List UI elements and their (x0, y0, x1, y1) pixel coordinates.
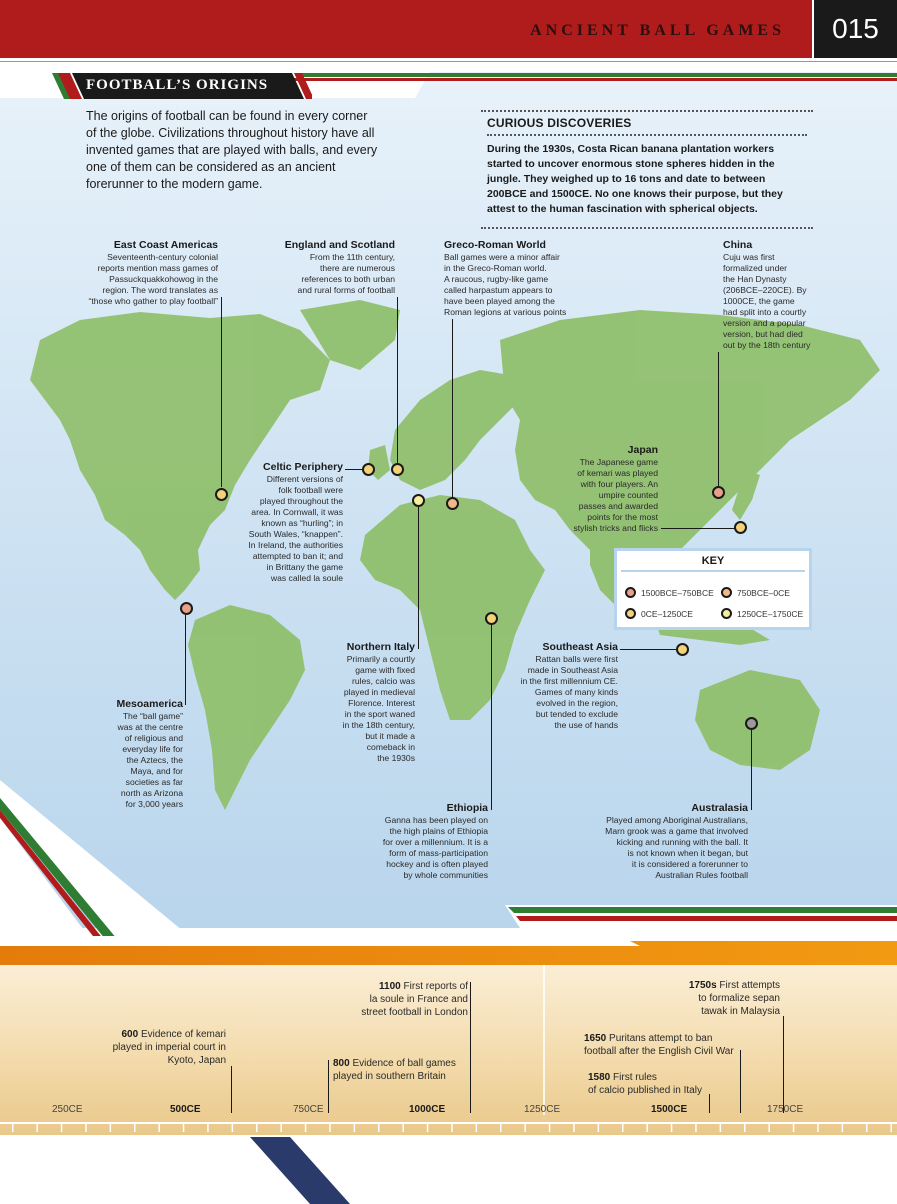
event-600 (90, 1028, 226, 1067)
east-coast-title: East Coast Americas (113, 239, 218, 251)
marker-east-coast (215, 488, 228, 501)
event-800 (333, 1057, 503, 1083)
event-line (709, 1094, 710, 1113)
axis-tick (232, 1124, 234, 1132)
axis-tick (768, 1124, 770, 1132)
event-line (328, 1060, 329, 1113)
greco-body: Ball games were a minor affair in the Greco-Roman world. A raucous, rugby-like game called harpastum appears to have been played among the Roman legions at various points (444, 252, 567, 317)
meso-body: The “ball game” was at the centre of religious and everyday life for the Aztecs, the Maya, and for societies as far north as Arizona for 3,000 years (117, 711, 183, 809)
key-label: 1250CE–1750CE (737, 608, 804, 619)
axis-tick (36, 1124, 38, 1132)
axis-tick (646, 1124, 648, 1132)
label-seasia (513, 641, 618, 731)
axis-tick (622, 1124, 624, 1132)
curious-title: CURIOUS DISCOVERIES (487, 116, 807, 136)
label-italy (335, 641, 415, 764)
event-1580 (588, 1071, 712, 1097)
leader-meso (185, 615, 186, 705)
axis-tick (451, 1124, 453, 1132)
axis-tick (378, 1124, 380, 1132)
leader-italy (418, 507, 419, 649)
axis-tick (427, 1124, 429, 1132)
event-year: 600 (121, 1029, 139, 1040)
marker-seasia (676, 643, 689, 656)
celtic-title: Celtic Periphery (263, 461, 343, 473)
event-year: 1650 (584, 1033, 607, 1044)
europe-shape (390, 370, 520, 490)
marker-greco (446, 497, 459, 510)
leader-seasia (620, 649, 678, 650)
event-text: Puritans attempt to ban football after the English Civil War (584, 1033, 734, 1057)
event-line (783, 1016, 784, 1113)
key-item (625, 587, 714, 598)
event-text: Evidence of ball games played in southern Britain (333, 1058, 456, 1082)
event-text: First attempts to formalize sepan tawak in Malaysia (698, 980, 780, 1017)
axis-label-250: 250CE (52, 1104, 83, 1115)
key-item (625, 608, 693, 619)
bottom-decor (0, 1137, 897, 1204)
australasia-body: Played among Aboriginal Australians, Marn grook was a game that involved kicking and running with the ball. It is not known when it began, but it is considered a forerunner to Australian Rules football (605, 815, 748, 880)
label-japan (548, 444, 658, 534)
key-title: KEY (621, 551, 805, 572)
axis-tick (134, 1124, 136, 1132)
italy-title: Northern Italy (346, 641, 415, 653)
axis-tick (207, 1124, 209, 1132)
marker-celtic (362, 463, 375, 476)
japan-body: The Japanese game of kemari was played with four players. An umpire counted passes and awarded points for the most stylish tricks and flicks (573, 457, 658, 533)
header-rule (0, 58, 897, 62)
section-title: ANCIENT BALL GAMES (530, 22, 785, 39)
axis-tick (720, 1124, 722, 1132)
event-year: 1580 (588, 1072, 611, 1083)
event-line (740, 1050, 741, 1113)
curious-text: During the 1930s, Costa Rican banana plantation workers started to uncover enormous stone spheres hidden in the jungle. They weighed up to 16 tons and date to between 200BCE and 1500CE. No one knows their purpose, but they attest to the human fascination with spherical objects. (487, 143, 783, 215)
event-1650 (584, 1032, 744, 1058)
axis-label-1250: 1250CE (524, 1104, 561, 1115)
marker-italy (412, 494, 425, 507)
marker-england (391, 463, 404, 476)
axis-tick (793, 1124, 795, 1132)
key-swatch (721, 587, 732, 598)
event-1750 (660, 979, 780, 1018)
celtic-body: Different versions of folk football were played throughout the area. In Cornwall, it was known as “hurling”; in South Wales, “knappen”. In Ireland, the authorities attempted to ban it; and in Brittany the game was called la soule (248, 474, 343, 583)
label-greco (444, 239, 604, 318)
key-swatch (625, 608, 636, 619)
greco-title: Greco-Roman World (444, 239, 546, 251)
axis-tick (598, 1124, 600, 1132)
axis-tick (61, 1124, 63, 1132)
event-year: 1100 (379, 981, 401, 992)
label-east-coast (70, 239, 218, 307)
bottom-map-stripes (0, 780, 897, 945)
key-label: 750BCE–0CE (737, 587, 790, 598)
page-number: 015 (814, 0, 897, 58)
axis-label-1500: 1500CE (651, 1104, 688, 1115)
axis-label-1000: 1000CE (409, 1104, 446, 1115)
key-item (721, 608, 803, 619)
axis-tick (110, 1124, 112, 1132)
axis-label-500: 500CE (170, 1104, 201, 1115)
england-body: From the 11th century, there are numerous references to both urban and rural forms of football (297, 252, 395, 295)
marker-china (712, 486, 725, 499)
axis-tick (671, 1124, 673, 1132)
axis-tick (549, 1124, 551, 1132)
event-text: First reports of la soule in France and street football in London (361, 981, 468, 1018)
axis-tick (890, 1124, 892, 1132)
axis-tick (817, 1124, 819, 1132)
event-text: Evidence of kemari played in imperial court in Kyoto, Japan (112, 1029, 226, 1066)
event-1100 (340, 980, 468, 1019)
key-swatch (625, 587, 636, 598)
marker-japan (734, 521, 747, 534)
event-year: 1750s (688, 980, 717, 991)
axis-tick (305, 1124, 307, 1132)
axis-tick (573, 1124, 575, 1132)
china-body: Cuju was first formalized under the Han Dynasty (206BCE–220CE). By 1000CE, the game had split into a courtly version and a popular version, but had died out by the 18th century (723, 252, 811, 350)
axis-tick (329, 1124, 331, 1132)
axis-tick (524, 1124, 526, 1132)
timeline-top-edge (0, 936, 897, 946)
key-label: 0CE–1250CE (641, 608, 693, 619)
axis-tick (695, 1124, 697, 1132)
axis-tick (280, 1124, 282, 1132)
timeline-axis (0, 1120, 897, 1138)
axis-tick (500, 1124, 502, 1132)
key-swatch (721, 608, 732, 619)
leader-east-coast (221, 297, 222, 487)
axis-tick (866, 1124, 868, 1132)
axis-tick (85, 1124, 87, 1132)
leader-china (718, 352, 719, 486)
axis-tick (744, 1124, 746, 1132)
axis-label-1750: 1750CE (767, 1104, 804, 1115)
event-line (470, 982, 471, 1113)
ethiopia-title: Ethiopia (446, 802, 488, 814)
axis-tick (354, 1124, 356, 1132)
australasia-title: Australasia (691, 802, 748, 814)
marker-meso (180, 602, 193, 615)
ethiopia-body: Ganna has been played on the high plains of Ethiopia for over a millennium. It is a form of mass-participation hockey and is often played by whole communities (382, 815, 488, 880)
china-title: China (723, 239, 753, 251)
marker-australasia (745, 717, 758, 730)
label-china (723, 239, 823, 351)
label-celtic (235, 461, 343, 584)
event-year: 800 (333, 1058, 350, 1069)
label-england (265, 239, 395, 296)
marker-ethiopia (485, 612, 498, 625)
axis-tick (12, 1124, 14, 1132)
axis-tick (476, 1124, 478, 1132)
axis-tick (183, 1124, 185, 1132)
key-box (614, 548, 812, 630)
leader-england (397, 297, 398, 464)
axis-tick (256, 1124, 258, 1132)
japan-title: Japan (627, 444, 658, 456)
seasia-title: Southeast Asia (542, 641, 618, 653)
leader-greco (452, 319, 453, 499)
meso-title: Mesoamerica (116, 698, 183, 710)
event-line (231, 1066, 232, 1113)
timeline-divider (543, 965, 545, 1115)
axis-label-750: 750CE (293, 1104, 324, 1115)
east-coast-body: Seventeenth-century colonial reports mention mass games of Passuckquakkohowog in the region. The word translates as “those who gather to play football” (88, 252, 218, 306)
curious-discoveries-box (481, 110, 813, 229)
axis-tick (842, 1124, 844, 1132)
leader-japan (661, 528, 735, 529)
key-label: 1500BCE–750BCE (641, 587, 714, 598)
seasia-body: Rattan balls were first made in Southeast Asia in the first millennium CE. Games of many kinds evolved in the region, but tended to exclude the use of hands (520, 654, 618, 730)
axis-tick (158, 1124, 160, 1132)
england-title: England and Scotland (284, 239, 395, 251)
section-tab-title: FOOTBALL’S ORIGINS (86, 77, 269, 93)
event-text: First rules of calcio published in Italy (588, 1072, 702, 1096)
intro-text: The origins of football can be found in every corner of the globe. Civilizations throughout history have all invented games that are played with balls, and every one of them can be considered as an ancient forerunner to the modern game. (86, 109, 378, 191)
axis-tick (402, 1124, 404, 1132)
italy-body: Primarily a courtly game with fixed rules, calcio was played in medieval Florence. Interest in the sport waned in the 18th century, but it made a comeback in the 1930s (342, 654, 415, 763)
key-item (721, 587, 790, 598)
